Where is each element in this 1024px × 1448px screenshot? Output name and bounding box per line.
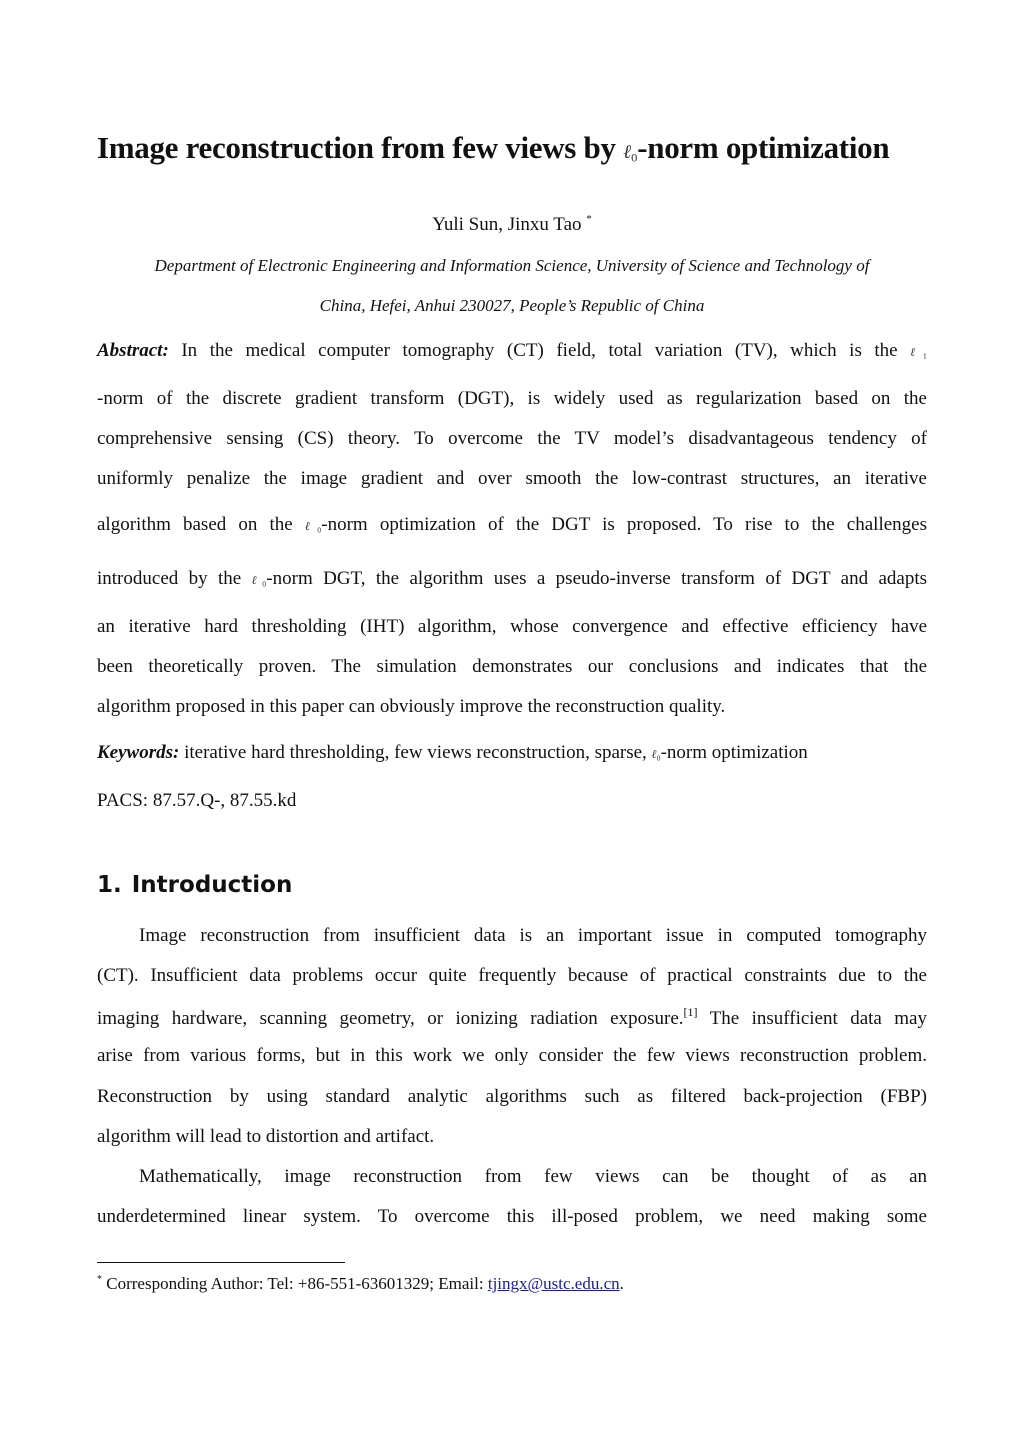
section-heading-introduction: 1. Introduction	[97, 872, 293, 898]
body-line: (CT). Insufficient data problems occur quite frequently because of practical constraints due to the	[97, 965, 927, 986]
ell-zero-symbol: ℓ$_0$	[304, 519, 322, 535]
paper-title: Image reconstruction from few views by ℓ$_0$-norm optimization	[97, 130, 890, 165]
author-list: Yuli Sun, Jinxu Tao *	[432, 213, 592, 235]
body-line: Image reconstruction from insufficient data is an important issue in computed tomography	[139, 925, 927, 946]
body-line: Reconstruction by using standard analytic algorithms such as filtered back-projection (FBP)	[97, 1086, 927, 1107]
corresponding-author-marker: *	[586, 213, 592, 225]
affiliation-line-1: Department of Electronic Engineering and Information Science, University of Science and Technology of	[154, 256, 870, 275]
citation-ref[interactable]: [1]	[683, 1005, 698, 1019]
affiliation-line-2: China, Hefei, Anhui 230027, People’s Republic of China	[319, 296, 705, 315]
pacs-codes: PACS: 87.57.Q-, 87.55.kd	[97, 790, 297, 811]
abstract-line: an iterative hard thresholding (IHT) algorithm, whose convergence and effective efficiency have	[97, 616, 927, 637]
ell-zero-symbol: ℓ$_0$	[651, 747, 661, 763]
ell-zero-symbol: ℓ$_0$	[623, 140, 638, 165]
body-line: underdetermined linear system. To overcome this ill-posed problem, we need making some	[97, 1206, 927, 1227]
keywords-label: Keywords:	[97, 742, 180, 763]
abstract-line: Abstract: In the medical computer tomography (CT) field, total variation (TV), which is the ℓ$_1$	[97, 340, 928, 361]
body-line: arise from various forms, but in this work we only consider the few views reconstruction problem.	[97, 1045, 927, 1066]
abstract-line: uniformly penalize the image gradient and over smooth the low-contrast structures, an iterative	[97, 468, 927, 489]
ell-zero-symbol: ℓ$_0$	[251, 573, 267, 589]
abstract-line: been theoretically proven. The simulation demonstrates our conclusions and indicates that the	[97, 656, 927, 677]
footnote: * Corresponding Author: Tel: +86-551-63601329; Email: tjingx@ustc.edu.cn.	[97, 1274, 624, 1293]
abstract-label: Abstract:	[97, 340, 169, 361]
abstract-line: -norm of the discrete gradient transform (DGT), is widely used as regularization based on the	[97, 388, 927, 409]
keywords: Keywords: iterative hard thresholding, few views reconstruction, sparse, ℓ$_0$-norm optimization	[97, 742, 808, 763]
abstract-line: comprehensive sensing (CS) theory. To overcome the TV model’s disadvantageous tendency of	[97, 428, 927, 449]
body-line: Mathematically, image reconstruction from few views can be thought of as an	[139, 1166, 927, 1187]
abstract-line: algorithm based on the ℓ$_0$-norm optimization of the DGT is proposed. To rise to the challenges	[97, 514, 927, 535]
body-line: algorithm will lead to distortion and artifact.	[97, 1126, 435, 1147]
footnote-divider	[97, 1262, 345, 1263]
email-link[interactable]: tjingx@ustc.edu.cn	[487, 1274, 620, 1293]
abstract-line: introduced by the ℓ$_0$-norm DGT, the algorithm uses a pseudo-inverse transform of DGT and adapts	[97, 568, 927, 589]
body-line: imaging hardware, scanning geometry, or ionizing radiation exposure.[1] The insufficient data may	[97, 1005, 927, 1029]
ell-one-symbol: ℓ$_1$	[910, 345, 928, 361]
abstract-line: algorithm proposed in this paper can obviously improve the reconstruction quality.	[97, 696, 726, 717]
